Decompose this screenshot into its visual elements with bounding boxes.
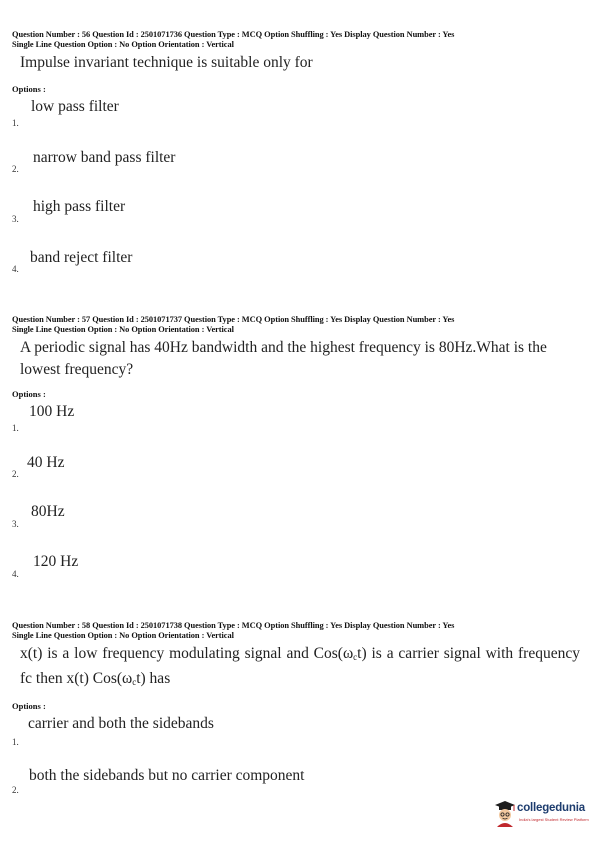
option-item[interactable] (12, 194, 587, 244)
brand-tagline: India's largest Student Review Platform (519, 817, 589, 822)
option-item[interactable] (12, 399, 587, 449)
option-text: 80Hz (31, 503, 65, 521)
question-text: x(t) is a low frequency modulating signal and $Cos(\omega_ct)$ is a carrier signal with frequency fc then x(t) $Cos(\omega_ct)$ has (20, 645, 580, 688)
question-meta-line: Single Line Question Option : No Option Orientation : Vertical (12, 324, 234, 334)
question-meta-line: Single Line Question Option : No Option Orientation : Vertical (12, 39, 234, 49)
question-meta-line: Single Line Question Option : No Option Orientation : Vertical (12, 630, 234, 640)
option-text: 100 Hz (29, 403, 75, 421)
question-meta-line: Question Number : 58 Question Id : 2501071738 Question Type : MCQ Option Shuffling : Yes Display Question Number : Yes (12, 621, 455, 630)
options-label: Options : (12, 84, 46, 95)
options-label: Options : (12, 389, 46, 400)
question-meta-line: Question Number : 57 Question Id : 2501071737 Question Type : MCQ Option Shuffling : Yes Display Question Number : Yes (12, 315, 455, 324)
option-text: narrow band pass filter (33, 149, 176, 167)
option-number: 2. (12, 164, 19, 175)
option-text: low pass filter (31, 98, 119, 116)
option-text: high pass filter (33, 198, 126, 216)
option-number: 2. (12, 785, 19, 796)
option-item[interactable] (12, 144, 587, 194)
option-number: 4. (12, 569, 19, 580)
option-item[interactable] (12, 711, 587, 763)
option-number: 3. (12, 519, 19, 530)
option-item[interactable] (12, 499, 587, 549)
question-text: Impulse invariant technique is suitable only for (20, 54, 313, 72)
question-block-57 (12, 315, 587, 599)
option-text: 40 Hz (27, 454, 65, 472)
option-number: 1. (12, 423, 19, 434)
option-item[interactable] (12, 94, 587, 144)
option-number: 1. (12, 737, 19, 748)
option-item[interactable] (12, 449, 587, 499)
option-number: 4. (12, 264, 19, 275)
question-block-58 (12, 621, 587, 813)
option-text: both the sidebands but no carrier component (29, 767, 305, 785)
options-label: Options : (12, 701, 46, 712)
option-number: 1. (12, 118, 19, 129)
option-item[interactable] (12, 244, 587, 294)
collegedunia-logo (494, 800, 590, 832)
option-text: 120 Hz (33, 553, 79, 571)
option-text: band reject filter (30, 249, 133, 267)
graduate-mascot-icon (494, 800, 516, 828)
option-item[interactable] (12, 549, 587, 599)
option-number: 2. (12, 469, 19, 480)
question-meta-line: Question Number : 56 Question Id : 2501071736 Question Type : MCQ Option Shuffling : Yes Display Question Number : Yes (12, 30, 455, 39)
option-number: 3. (12, 214, 19, 225)
question-block-56 (12, 30, 587, 294)
brand-name: collegedunia (517, 802, 585, 814)
option-text: carrier and both the sidebands (28, 715, 214, 733)
question-text: A periodic signal has 40Hz bandwidth and the highest frequency is 80Hz.What is the lowest frequency? (20, 339, 547, 379)
